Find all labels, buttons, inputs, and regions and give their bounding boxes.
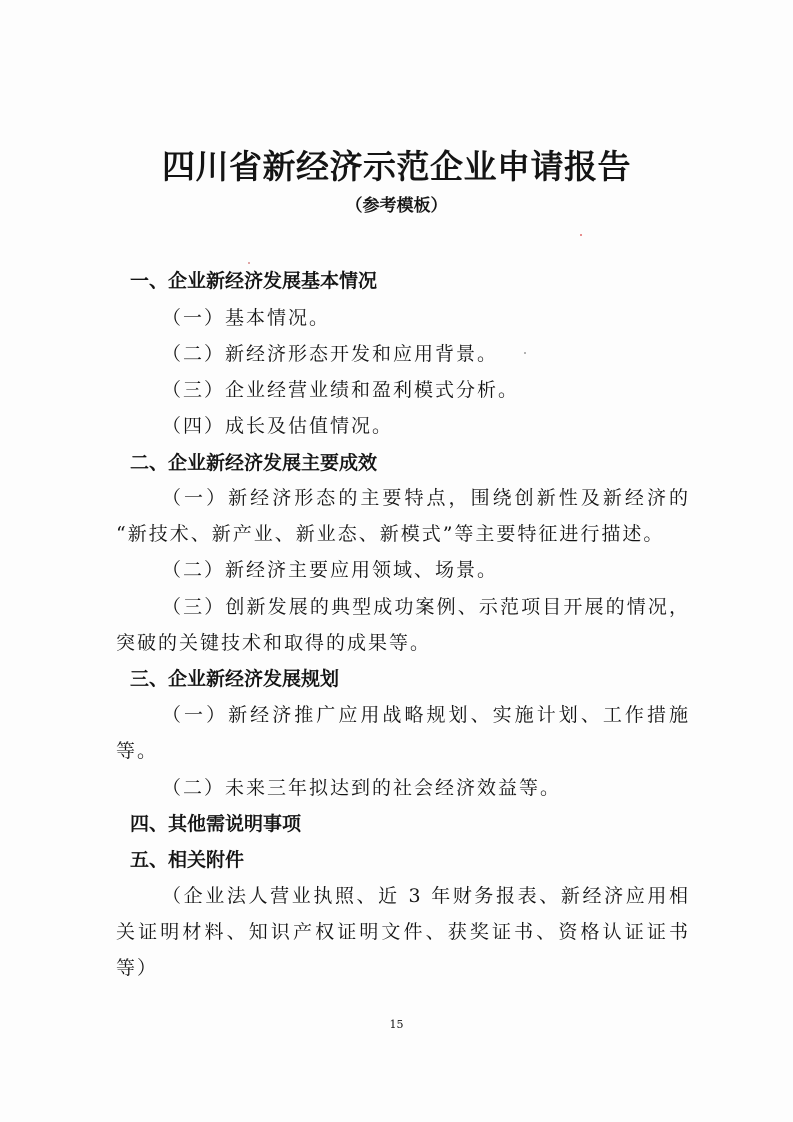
section-5-heading: 五、相关附件 [130,849,245,871]
section-3-item-1-line-1: （一）新经济推广应用战略规划、实施计划、工作措施 [162,704,690,726]
section-5-item-1-line-2: 关证明材料、知识产权证明文件、获奖证书、资格认证证书 [116,921,690,943]
section-2-item-1-line-2: “新技术、新产业、新业态、新模式”等主要特征进行描述。 [116,523,665,545]
section-1-item-4: （四）成长及估值情况。 [162,415,394,437]
section-5-item-1-line-3: 等） [116,957,159,979]
section-5-item-1-line-1: （企业法人营业执照、近 3 年财务报表、新经济应用相 [162,885,690,907]
scan-speck [580,234,582,236]
section-4-heading: 四、其他需说明事项 [130,813,302,835]
page-number: 15 [389,1018,404,1031]
section-3-item-2: （二）未来三年拟达到的社会经济效益等。 [162,777,562,799]
section-1-item-2: （二）新经济形态开发和应用背景。 [162,343,499,365]
section-3-heading: 三、企业新经济发展规划 [130,668,340,690]
section-1-item-3: （三）企业经营业绩和盈利模式分析。 [162,379,520,401]
document-subtitle: （参考模板） [345,196,448,216]
section-2-item-1-line-1: （一）新经济形态的主要特点，围绕创新性及新经济的 [162,487,690,509]
section-1-item-1: （一）基本情况。 [162,307,331,329]
section-2-heading: 二、企业新经济发展主要成效 [130,452,378,474]
section-2-item-3-line-2: 突破的关键技术和取得的成果等。 [116,632,432,654]
section-3-item-1-line-2: 等。 [116,740,159,762]
scan-speck [524,352,526,354]
document-title: 四川省新经济示范企业申请报告 [162,147,631,186]
scan-speck [248,262,250,264]
section-2-item-3-line-1: （三）创新发展的典型成功案例、示范项目开展的情况， [162,596,690,618]
section-2-item-2: （二）新经济主要应用领域、场景。 [162,559,499,581]
section-1-heading: 一、企业新经济发展基本情况 [130,270,378,292]
